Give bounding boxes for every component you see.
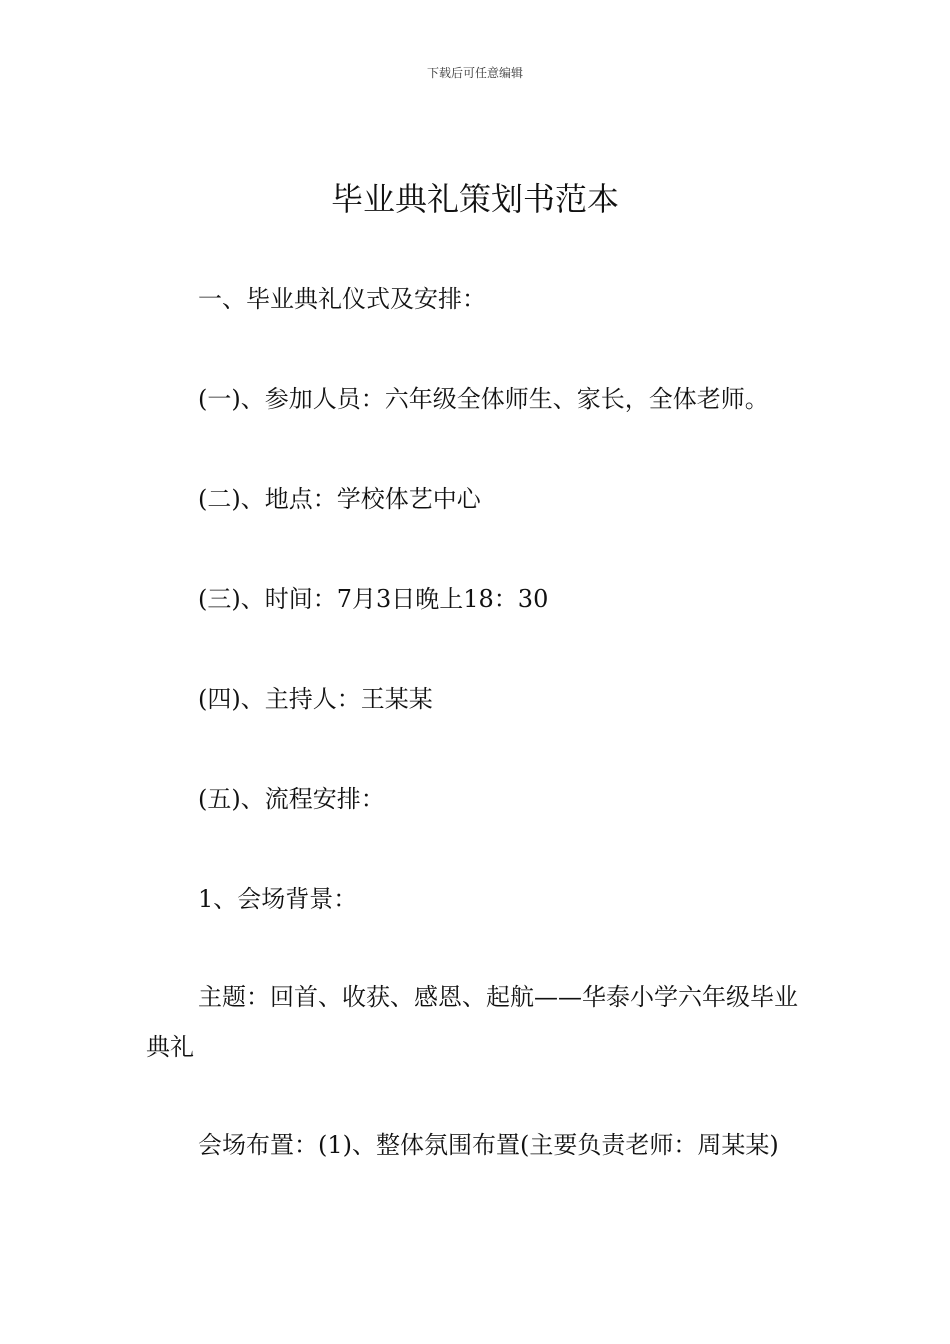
paragraph-section-heading: 一、毕业典礼仪式及安排： [198,285,486,313]
paragraph-time: (三)、时间：7月3日晚上18：30 [198,585,549,613]
paragraph-venue-setup: 会场布置：(1)、整体氛围布置(主要负责老师：周某某) [198,1131,779,1159]
paragraph-participants: (一)、参加人员：六年级全体师生、家长，全体老师。 [198,385,769,413]
paragraph-location: (二)、地点：学校体艺中心 [198,485,481,513]
document-title: 毕业典礼策划书范本 [330,180,619,218]
paragraph-process: (五)、流程安排： [198,785,385,813]
paragraph-venue-background: 1、会场背景： [198,885,358,913]
page-header-note: 下载后可任意编辑 [426,66,523,80]
paragraph-host: (四)、主持人：王某某 [198,685,433,713]
paragraph-theme: 主题：回首、收获、感恩、起航——华泰小学六年级毕业典礼 [146,983,798,1061]
